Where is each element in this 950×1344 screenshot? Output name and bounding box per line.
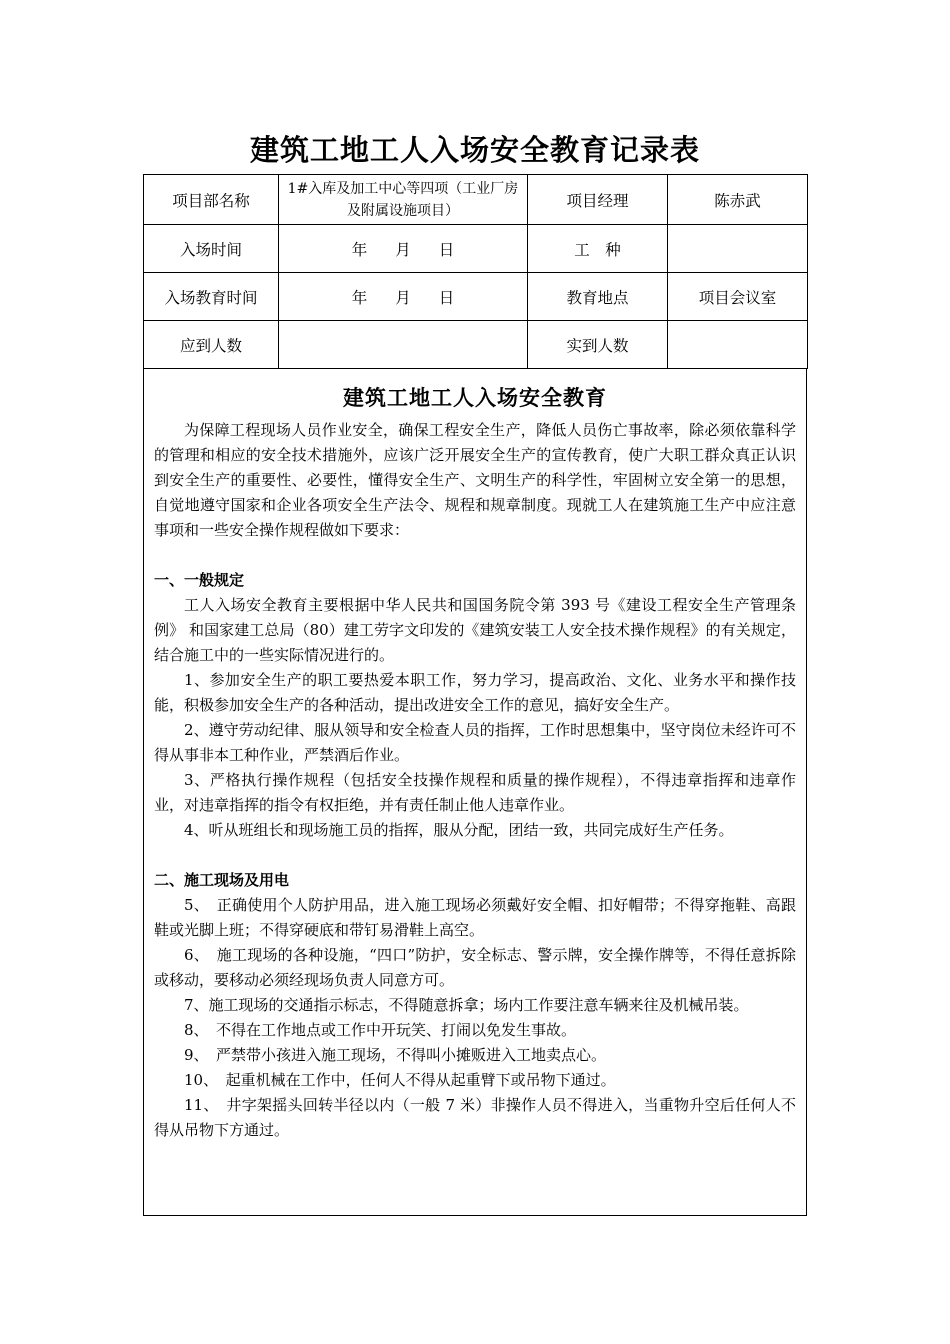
rule-item: 7、施工现场的交通指示标志，不得随意拆拿；场内工作要注意车辆来往及机械吊装。 bbox=[184, 996, 749, 1014]
project-manager-value: 陈赤武 bbox=[668, 175, 808, 225]
info-table bbox=[143, 174, 808, 369]
date-day: 日 bbox=[438, 240, 455, 259]
table-row bbox=[144, 225, 808, 273]
date-day: 日 bbox=[438, 288, 455, 307]
rule-item: 3、严格执行操作规程（包括安全技操作规程和质量的操作规程），不得违章指挥和违章作业，对违章指挥的指令有权拒绝，并有责任制止他人违章作业。 bbox=[154, 771, 796, 814]
rule-item: 11、 井字架摇头回转半径以内（一般 7 米）非操作人员不得进入，当重物升空后任何人不得从吊物下方通过。 bbox=[154, 1096, 796, 1139]
project-manager-label: 项目经理 bbox=[528, 175, 668, 225]
table-row bbox=[144, 273, 808, 321]
entry-time-label: 入场时间 bbox=[144, 225, 279, 273]
education-content-box bbox=[143, 368, 807, 1216]
date-month: 月 bbox=[395, 288, 411, 307]
date-year: 年 bbox=[351, 288, 368, 307]
expected-count-value bbox=[279, 321, 528, 369]
table-row bbox=[144, 175, 808, 225]
education-place-label: 教育地点 bbox=[528, 273, 668, 321]
actual-count-label: 实到人数 bbox=[528, 321, 668, 369]
rule-item: 8、 不得在工作地点或工作中开玩笑、打闹以免发生事故。 bbox=[184, 1021, 577, 1039]
rule-item: 4、听从班组长和现场施工员的指挥，服从分配，团结一致，共同完成好生产任务。 bbox=[184, 821, 734, 839]
content-body bbox=[144, 418, 806, 1143]
work-type-label: 工 种 bbox=[528, 225, 668, 273]
rule-item: 1、参加安全生产的职工要热爱本职工作，努力学习，提高政治、文化、业务水平和操作技能，积极参加安全生产的各种活动，提出改进安全工作的意见，搞好安全生产。 bbox=[154, 671, 796, 714]
project-dept-value: 1#入库及加工中心等四项（工业厂房及附属设施项目） bbox=[279, 175, 528, 225]
actual-count-value bbox=[668, 321, 808, 369]
date-year: 年 bbox=[351, 240, 368, 259]
work-type-value bbox=[668, 225, 808, 273]
rule-item: 6、 施工现场的各种设施，“四口”防护，安全标志、警示牌，安全操作牌等，不得任意拆除或移动，要移动必须经现场负责人同意方可。 bbox=[154, 946, 796, 989]
education-place-value: 项目会议室 bbox=[668, 273, 808, 321]
rule-item: 9、 严禁带小孩进入施工现场，不得叫小摊贩进入工地卖点心。 bbox=[184, 1046, 607, 1064]
education-time-value bbox=[279, 273, 528, 321]
intro-paragraph: 为保障工程现场人员作业安全，确保工程安全生产，降低人员伤亡事故率，除必须依靠科学的管理和相应的安全技术措施外，应该广泛开展安全生产的宣传教育，使广大职工群众真正认识到安全生产的重要性、必要性，懂得安全生产、文明生产的科学性，牢固树立安全第一的思想，自觉地遵守国家和企业各项安全生产法令、规程和规章制度。现就工人在建筑施工生产中应注意事项和一些安全操作规程做如下要求： bbox=[154, 421, 796, 539]
expected-count-label: 应到人数 bbox=[144, 321, 279, 369]
section1-intro-paragraph: 工人入场安全教育主要根据中华人民共和国国务院令第 393 号《建设工程安全生产管理条例》 和国家建工总局（80）建工劳字文印发的《建筑安装工人安全技术操作规程》的有关规定，结合施工中的一些实际情况进行的。 bbox=[154, 596, 796, 664]
rule-item: 2、遵守劳动纪律、服从领导和安全检查人员的指挥，工作时思想集中，坚守岗位未经许可不得从事非本工种作业，严禁酒后作业。 bbox=[154, 721, 796, 764]
section-heading-general: 一、一般规定 bbox=[154, 571, 245, 589]
project-dept-label: 项目部名称 bbox=[144, 175, 279, 225]
rule-item: 5、 正确使用个人防护用品，进入施工现场必须戴好安全帽、扣好帽带；不得穿拖鞋、高跟鞋或光脚上班；不得穿硬底和带钉易滑鞋上高空。 bbox=[154, 896, 796, 939]
content-subtitle: 建筑工地工人入场安全教育 bbox=[343, 386, 607, 410]
table-row bbox=[144, 321, 808, 369]
section-heading-site: 二、施工现场及用电 bbox=[154, 871, 290, 889]
date-month: 月 bbox=[395, 240, 411, 259]
rule-item: 10、 起重机械在工作中，任何人不得从起重臂下或吊物下通过。 bbox=[184, 1071, 616, 1089]
document-title: 建筑工地工人入场安全教育记录表 bbox=[249, 133, 700, 167]
education-time-label: 入场教育时间 bbox=[144, 273, 279, 321]
entry-time-value bbox=[279, 225, 528, 273]
